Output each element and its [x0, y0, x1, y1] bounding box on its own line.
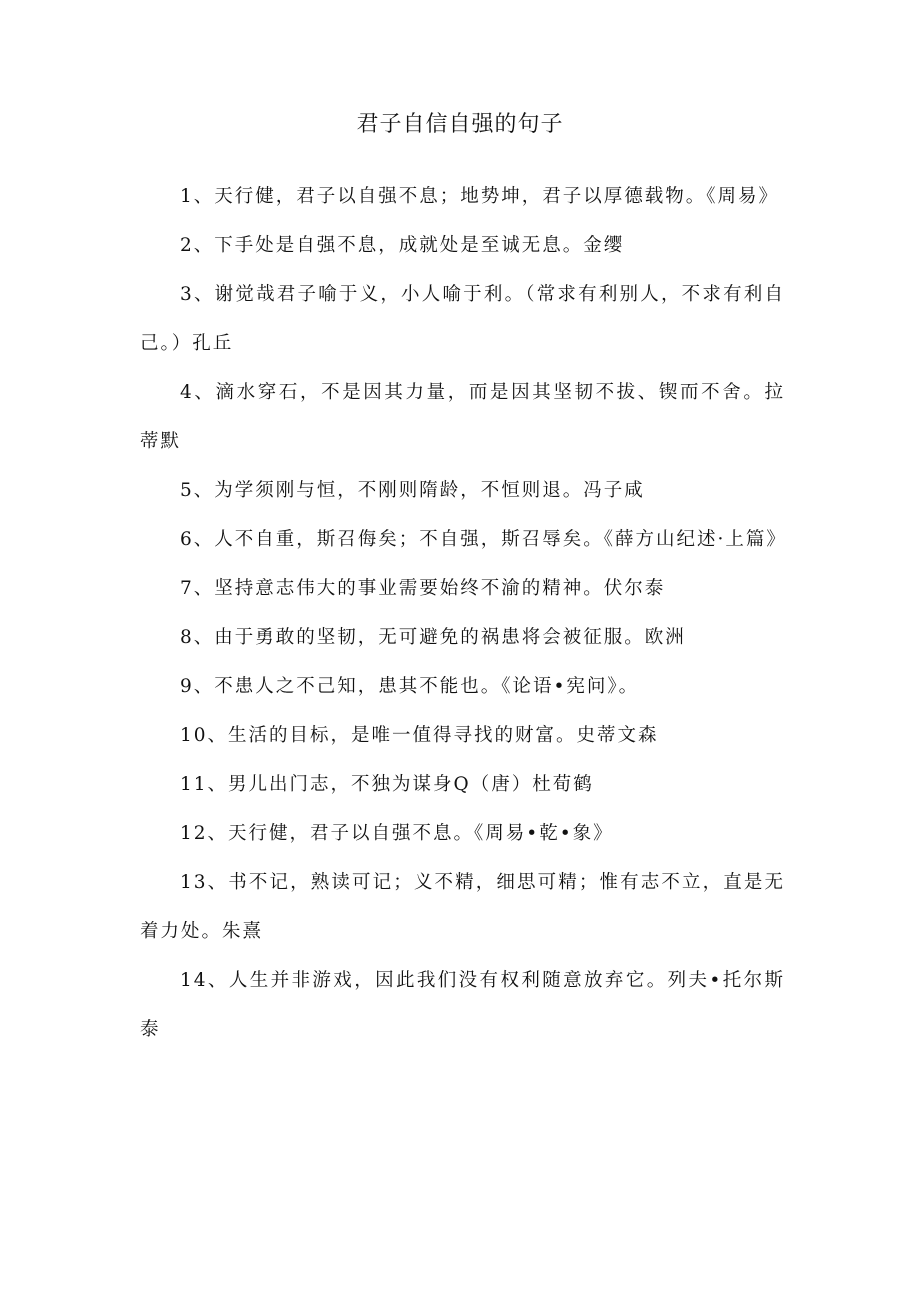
quote-paragraph: 3、谢觉哉君子喻于义，小人喻于利。（常求有利别人，不求有利自己。）孔丘 [140, 284, 785, 354]
quote-paragraph: 8、由于勇敢的坚韧，无可避免的祸患将会被征服。欧洲 [180, 627, 686, 648]
quote-paragraph: 6、人不自重，斯召侮矣；不自强，斯召辱矣。《薛方山纪述·上篇》 [180, 529, 787, 550]
quote-paragraph: 10、生活的目标，是唯一值得寻找的财富。史蒂文森 [180, 725, 659, 746]
quote-paragraph: 5、为学须刚与恒，不刚则隋龄，不恒则退。冯子咸 [180, 480, 645, 501]
quote-paragraph: 12、天行健，君子以自强不息。《周易•乾•象》 [180, 823, 614, 844]
quote-paragraph: 1、天行健，君子以自强不息；地势坤，君子以厚德载物。《周易》 [180, 186, 780, 207]
quote-paragraph: 7、坚持意志伟大的事业需要始终不渝的精神。伏尔泰 [180, 578, 666, 599]
quote-paragraph: 11、男儿出门志，不独为谋身Q（唐）杜荀鹤 [180, 774, 594, 795]
quote-paragraph: 4、滴水穿石，不是因其力量，而是因其坚韧不拔、锲而不舍。拉蒂默 [140, 382, 785, 452]
quote-paragraph: 9、不患人之不己知，患其不能也。《论语•宪问》。 [180, 676, 640, 697]
quote-paragraph: 2、下手处是自强不息，成就处是至诚无息。金缨 [180, 235, 625, 256]
quote-paragraph: 13、书不记，熟读可记；义不精，细思可精；惟有志不立，直是无着力处。朱熹 [140, 872, 785, 942]
document-title: 君子自信自强的句子 [356, 112, 564, 137]
quote-list [140, 172, 785, 1054]
quote-paragraph: 14、人生并非游戏，因此我们没有权利随意放弃它。列夫•托尔斯泰 [140, 970, 785, 1040]
